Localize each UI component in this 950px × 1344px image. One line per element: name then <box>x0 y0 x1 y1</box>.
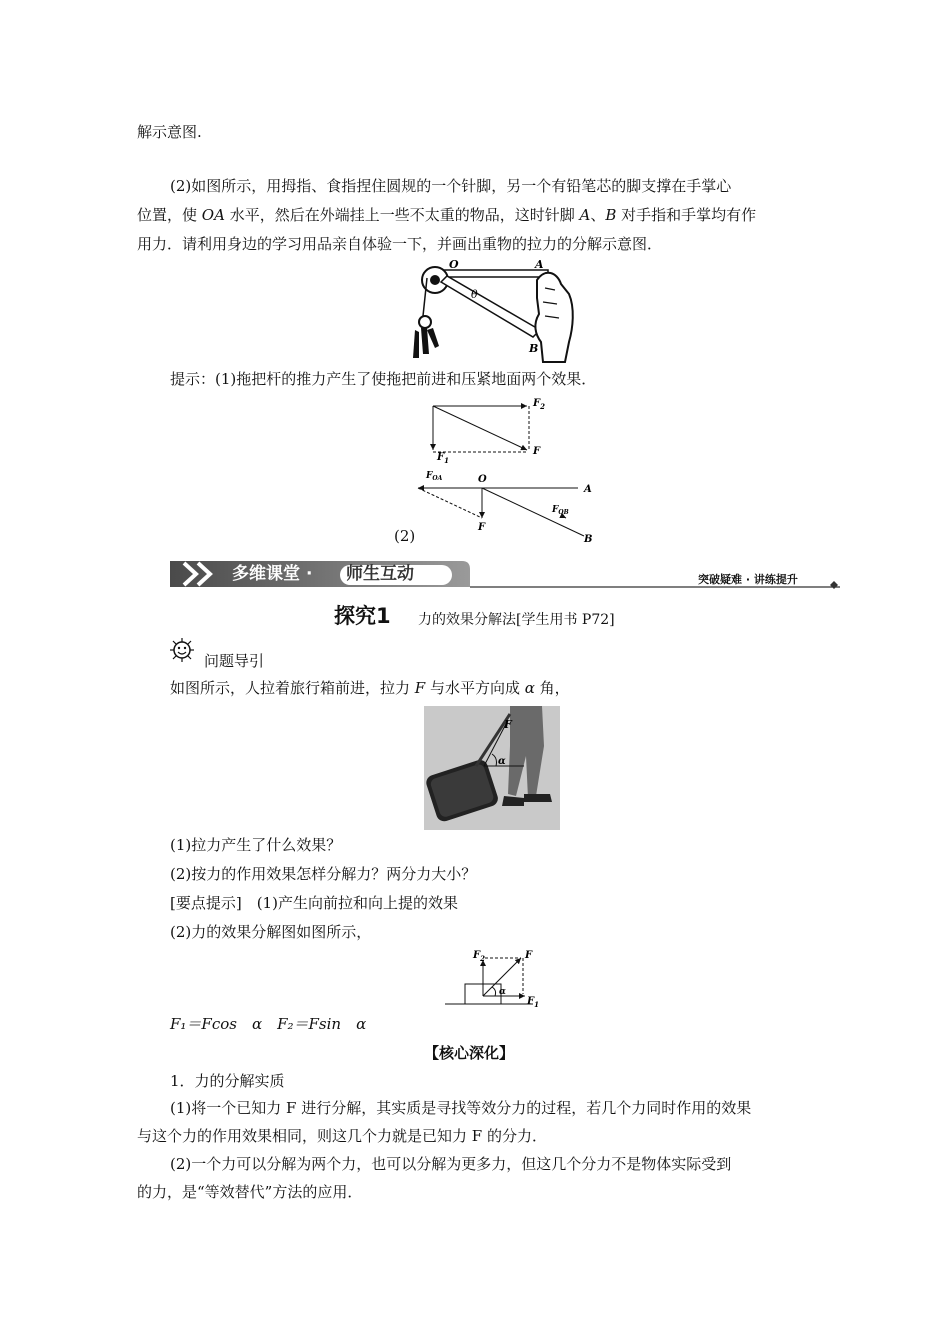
var-a: A <box>579 206 591 224</box>
guide-text <box>170 678 570 698</box>
var-alpha: α <box>524 679 535 697</box>
banner-title <box>232 564 312 584</box>
label-f: F <box>533 446 541 457</box>
guide-label: 问题导引 <box>204 652 265 670</box>
text-span: 与水平方向成 <box>425 679 525 697</box>
text-span: 角， <box>534 679 570 697</box>
core-item-2-line-2: 与这个力的作用效果相同，则这几个力就是已知力 F 的分力． <box>137 1127 547 1145</box>
question-2: (2)按力的作用效果怎样分解力？两分力大小？ <box>170 865 477 883</box>
label-a: A <box>535 258 544 271</box>
hint-text: 提示：(1)拖把杆的推力产生了使拖把前进和压紧地面两个效果． <box>170 370 597 388</box>
text-span: 如图所示，人拉着旅行箱前进，拉力 <box>170 679 415 697</box>
label-o: O <box>449 258 459 271</box>
core-item-2-line-1: (1)将一个已知力 F 进行分解，其实质是寻找等效分力的过程，若几个力同时作用的效果 <box>170 1099 752 1117</box>
core-heading: 【核心深化】 <box>424 1044 515 1062</box>
var-b: B <box>605 206 617 224</box>
suitcase-photo <box>424 706 560 830</box>
compass-force-diagram <box>412 466 602 546</box>
label-b2: B <box>584 534 593 545</box>
tip-2: (2)力的效果分解图如图所示， <box>170 923 372 941</box>
label-f2: $F_2$ <box>533 398 545 411</box>
label-foa: $F_{OA}$ <box>426 471 443 482</box>
label-f2-block: $F_2$ <box>473 950 485 963</box>
core-item-3-line-2: 的力，是“等效替代”方法的应用． <box>137 1183 363 1201</box>
sun-face-icon <box>170 638 194 662</box>
label-alpha-photo: α <box>498 756 506 767</box>
text-span: 对手指和手掌均有作 <box>616 206 757 224</box>
text-span: 位置，使 <box>137 206 202 224</box>
label-f1-block: $F_1$ <box>527 996 539 1008</box>
label-a2: A <box>584 484 592 495</box>
text-span: 水平，然后在外端挂上一些不太重的物品，这时针脚 <box>224 206 580 224</box>
label-o2: O <box>478 474 487 485</box>
banner-pill: 师生互动 <box>346 564 414 584</box>
var-f: F <box>414 679 426 697</box>
core-item-1: 1．力的分解实质 <box>170 1072 285 1090</box>
text-span: 、 <box>590 206 606 224</box>
block-force-diagram <box>445 946 545 1008</box>
label-fob: $F_{OB}$ <box>552 505 569 516</box>
label-theta: θ <box>471 288 478 301</box>
label-alpha-block: α <box>499 987 506 997</box>
label-f1: $F_1$ <box>437 452 449 464</box>
label-b: B <box>529 342 539 355</box>
paragraph-2-line-1: (2)如图所示，用拇指、食指捏住圆规的一个针脚，另一个有铅笔芯的脚支撑在手掌心 <box>170 177 732 195</box>
var-oa: OA <box>201 206 225 224</box>
figure-caption: (2) <box>394 527 416 545</box>
label-f-block: F <box>525 950 533 961</box>
core-item-3-line-1: (2)一个力可以分解为两个力，也可以分解为更多力，但这几个分力不是物体实际受到 <box>170 1155 732 1173</box>
label-f2b: F <box>478 522 486 533</box>
banner-right: 突破疑难 · 讲练提升 <box>698 573 798 586</box>
banner-dot: · <box>306 564 313 584</box>
formula: F₁＝Fcos α F₂＝Fsin α <box>170 1015 367 1033</box>
mop-force-diagram <box>425 394 555 464</box>
explore-number: 探究1 <box>334 604 391 628</box>
label-f-photo: F <box>504 718 512 731</box>
tip-1: [要点提示] (1)产生向前拉和向上提的效果 <box>170 894 458 912</box>
question-1: (1)拉力产生了什么效果？ <box>170 836 342 854</box>
banner-title-text: 多维课堂 <box>232 564 300 584</box>
paragraph-2-line-3: 用力．请利用身边的学习用品亲自体验一下，并画出重物的拉力的分解示意图． <box>137 235 663 253</box>
paragraph-2-line-2 <box>137 205 756 225</box>
compass-figure <box>405 258 585 366</box>
text-line: 解示意图. <box>137 123 202 141</box>
explore-title: 力的效果分解法[学生用书 P72] <box>418 612 615 628</box>
